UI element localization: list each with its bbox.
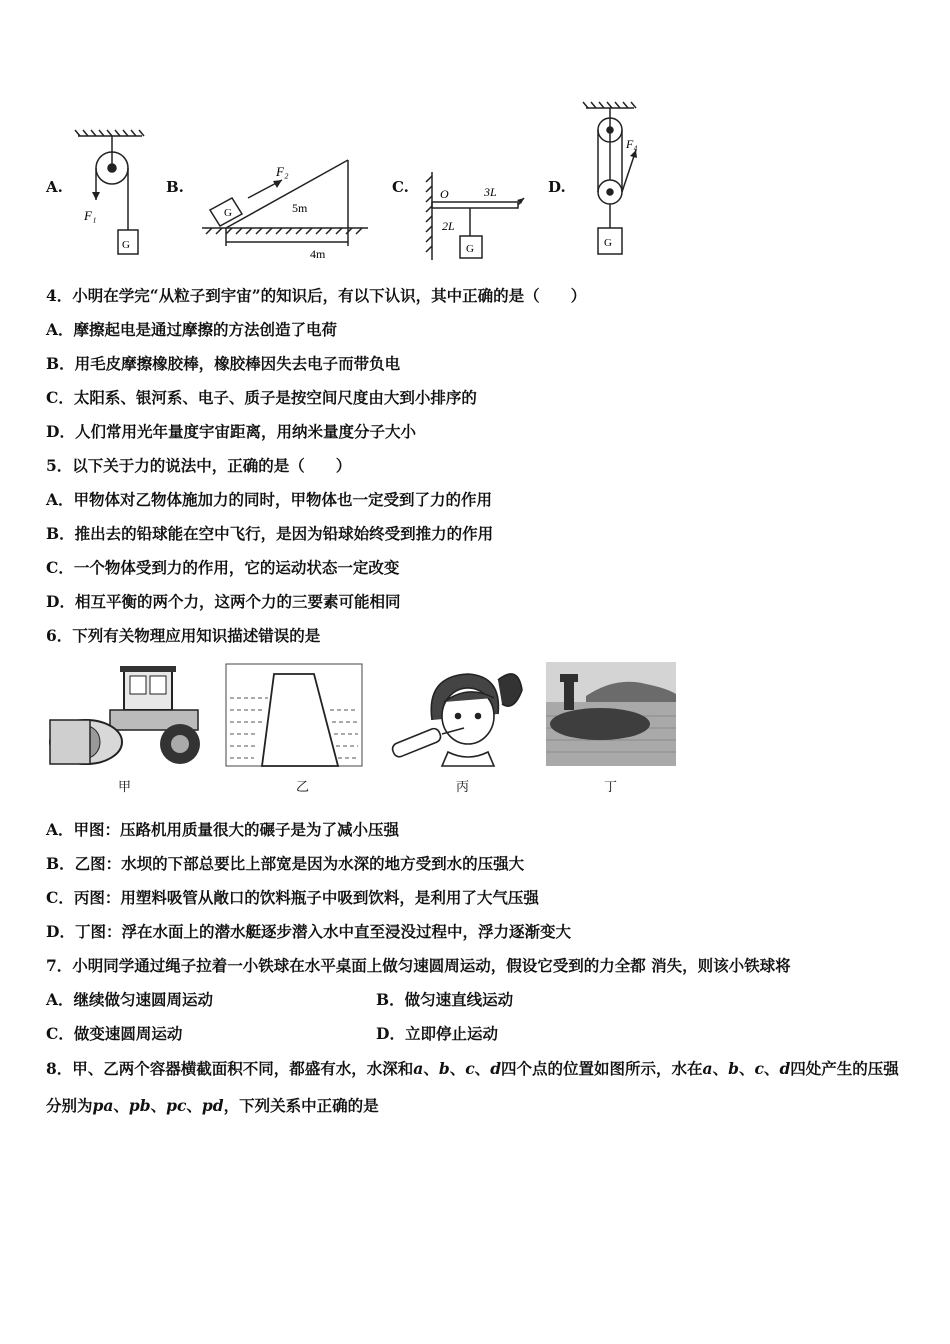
pressure-pd: pd bbox=[201, 1096, 224, 1115]
q8-text: 四个点的位置如图所示，水在 bbox=[501, 1059, 703, 1078]
dam-image bbox=[226, 664, 362, 766]
caption-jia: 甲 bbox=[118, 780, 132, 795]
force-label-f4: F₄ bbox=[626, 137, 638, 151]
q8-sep: 、 bbox=[712, 1059, 729, 1078]
question-6-option-b: B．乙图：水坝的下部总要比上部宽是因为水深的地方受到水的压强大 bbox=[46, 854, 525, 873]
q8-text: 分别为 bbox=[46, 1096, 93, 1115]
question-6-option-a: A．甲图：压路机用质量很大的碾子是为了减小压强 bbox=[46, 820, 400, 839]
question-6-option-c: C．丙图：用塑料吸管从敞口的饮料瓶子中吸到饮料，是利用了大气压强 bbox=[46, 888, 539, 907]
q8-point-b: b bbox=[728, 1059, 739, 1078]
question-7-option-d: D．立即停止运动 bbox=[376, 1024, 498, 1043]
question-5-stem: 5．以下关于力的说法中，正确的是（ ） bbox=[46, 456, 352, 475]
q8-point-c: c bbox=[465, 1059, 475, 1078]
question-5-option-b: B．推出去的铅球能在空中飞行，是因为铅球始终受到推力的作用 bbox=[46, 524, 494, 543]
option-b-label: B. bbox=[166, 178, 184, 196]
weight-label: G bbox=[466, 243, 474, 255]
q8-text: 四处产生的压强 bbox=[790, 1059, 899, 1078]
question-8-stem-line-2 bbox=[46, 1096, 379, 1116]
q8-sep: 、 bbox=[449, 1059, 466, 1078]
pivot-label-o: O bbox=[440, 187, 449, 201]
q8-text: ，下列关系中正确的是 bbox=[223, 1096, 379, 1115]
question-4-stem: 4．小明在学完“从粒子到宇宙”的知识后，有以下认识，其中正确的是（ ） bbox=[46, 286, 587, 305]
arm-label-2l: 2L bbox=[442, 219, 455, 233]
q8-point-c: c bbox=[754, 1059, 764, 1078]
q8-sep: 、 bbox=[474, 1059, 491, 1078]
question-7-option-a: A．继续做匀速圆周运动 bbox=[46, 990, 214, 1009]
weight-label: G bbox=[122, 239, 130, 251]
q8-point-a: a bbox=[702, 1059, 713, 1078]
question-7-stem: 7．小明同学通过绳子拉着一小铁球在水平桌面上做匀速圆周运动，假设它受到的力全都 消失，则该小铁球将 bbox=[46, 956, 791, 975]
option-a-label: A. bbox=[46, 178, 63, 196]
pulley-block-figure-d bbox=[578, 100, 658, 262]
question-4-option-a: A．摩擦起电是通过摩擦的方法创造了电荷 bbox=[46, 320, 338, 339]
force-label-f2: F₂ bbox=[276, 164, 289, 179]
arm-label-3l: 3L bbox=[484, 185, 497, 199]
q8-point-d: d bbox=[779, 1059, 791, 1078]
q8-sep: 、 bbox=[150, 1096, 167, 1115]
pressure-pc: pc bbox=[166, 1096, 187, 1115]
question-5-option-a: A．甲物体对乙物体施加力的同时，甲物体也一定受到了力的作用 bbox=[46, 490, 493, 509]
question-4-option-d: D．人们常用光年量度宇宙距离，用纳米量度分子大小 bbox=[46, 422, 416, 441]
base-length-label: 4m bbox=[310, 247, 326, 261]
question-7-option-c: C．做变速圆周运动 bbox=[46, 1024, 183, 1043]
option-c-label: C. bbox=[392, 178, 409, 196]
question-5-option-d: D．相互平衡的两个力，这两个力的三要素可能相同 bbox=[46, 592, 401, 611]
question-6-option-d: D．丁图：浮在水面上的潜水艇逐步潜入水中直至浸没过程中，浮力逐渐变大 bbox=[46, 922, 571, 941]
girl-drinking-image bbox=[388, 660, 522, 766]
question-6-stem: 6．下列有关物理应用知识描述错误的是 bbox=[46, 626, 321, 645]
q8-point-d: d bbox=[490, 1059, 502, 1078]
road-roller-image bbox=[46, 662, 202, 766]
q8-sep: 、 bbox=[113, 1096, 129, 1115]
question-8-stem-line-1 bbox=[46, 1059, 899, 1079]
weight-label: G bbox=[604, 237, 612, 249]
weight-label: G bbox=[224, 207, 232, 219]
question-5-option-c: C．一个物体受到力的作用，它的运动状态一定改变 bbox=[46, 558, 400, 577]
option-d-label: D. bbox=[548, 178, 566, 196]
q8-sep: 、 bbox=[738, 1059, 755, 1078]
question-7-option-b: B．做匀速直线运动 bbox=[376, 990, 514, 1009]
q8-text: 8．甲、乙两个容器横截面积不同，都盛有水，水深和 bbox=[46, 1059, 414, 1078]
incline-figure-b bbox=[198, 150, 378, 260]
q8-sep: 、 bbox=[186, 1096, 202, 1115]
q8-sep: 、 bbox=[763, 1059, 780, 1078]
caption-bing: 丙 bbox=[456, 780, 470, 795]
lever-figure-c bbox=[420, 168, 540, 263]
pressure-pa: pa bbox=[92, 1096, 114, 1115]
force-label-f1: F₁ bbox=[84, 208, 97, 223]
q8-point-a: a bbox=[413, 1059, 424, 1078]
question-4-option-b: B．用毛皮摩擦橡胶棒，橡胶棒因失去电子而带负电 bbox=[46, 354, 401, 373]
q8-sep: 、 bbox=[423, 1059, 439, 1078]
pulley-figure-a bbox=[70, 128, 160, 263]
slope-length-label: 5m bbox=[292, 201, 308, 215]
pressure-pb: pb bbox=[128, 1096, 151, 1115]
question-4-option-c: C．太阳系、银河系、电子、质子是按空间尺度由大到小排序的 bbox=[46, 388, 477, 407]
caption-ding: 丁 bbox=[604, 780, 618, 795]
submarine-image bbox=[546, 662, 676, 766]
q8-point-b: b bbox=[438, 1059, 450, 1078]
caption-yi: 乙 bbox=[296, 780, 310, 795]
